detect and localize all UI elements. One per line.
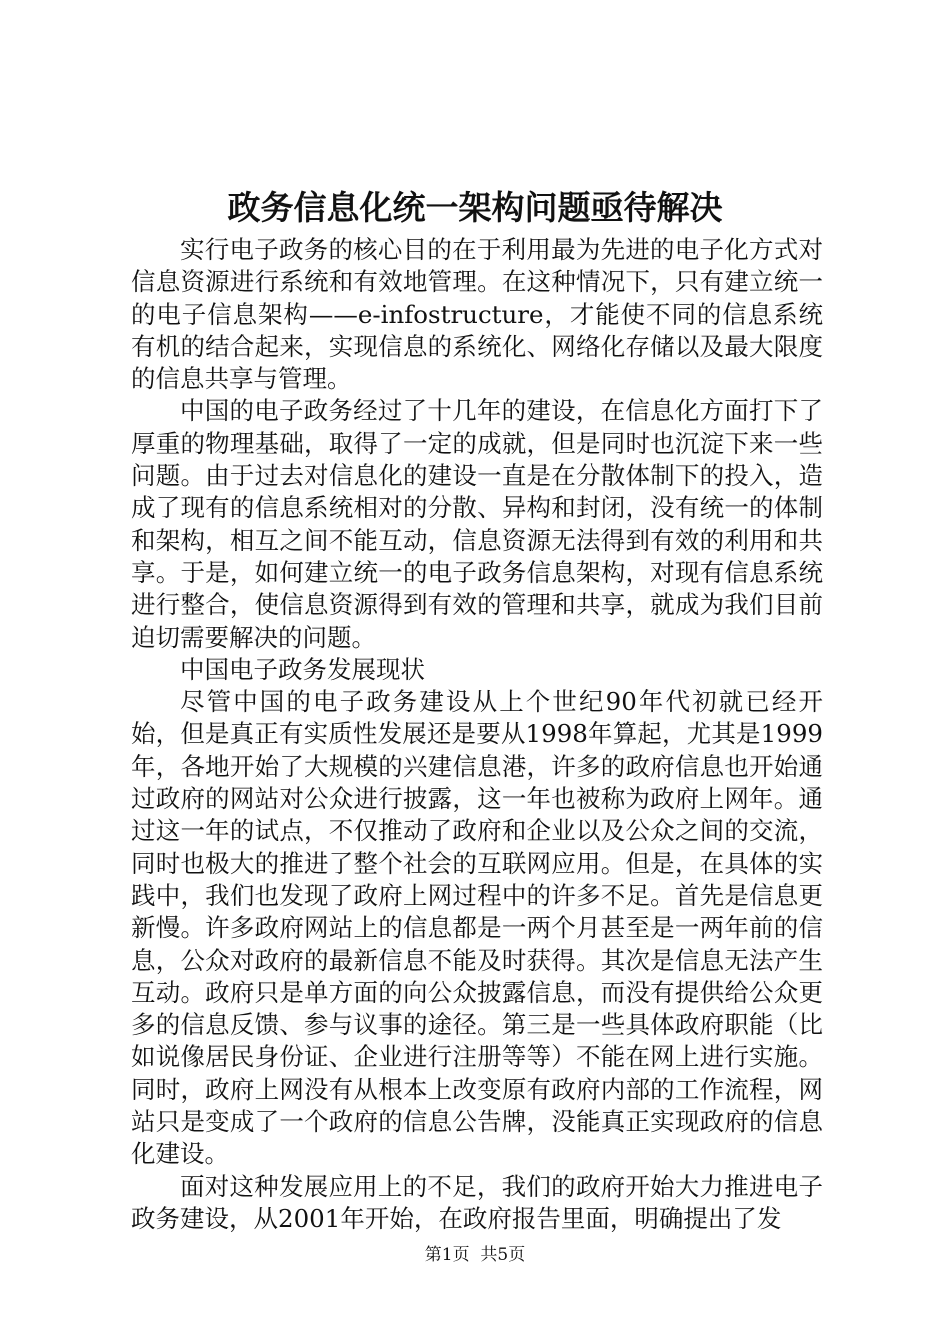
page-footer (0, 1243, 950, 1267)
page-number: 第1页 (424, 1245, 470, 1265)
section-heading: 中国电子政务发展现状 (180, 654, 425, 684)
paragraph-1: 实行电子政务的核心目的在于利用最为先进的电子化方式对信息资源进行系统和有效地管理。在这种情况下，只有建立统一的电子信息架构——e-infostructure，才能使不同的信息系统有机的结合起来，实现信息的系统化、网络化存储以及最大限度的信息共享与管理。 (131, 235, 823, 394)
document-title: 政务信息化统一架构问题亟待解决 (227, 188, 723, 227)
paragraph-2: 中国的电子政务经过了十几年的建设，在信息化方面打下了厚重的物理基础，取得了一定的成就，但是同时也沉淀下来一些问题。由于过去对信息化的建设一直是在分散体制下的投入，造成了现有的信息系统相对的分散、异构和封闭，没有统一的体制和架构，相互之间不能互动，信息资源无法得到有效的利用和共享。于是，如何建立统一的电子政务信息架构，对现有信息系统进行整合，使信息资源得到有效的管理和共享，就成为我们目前迫切需要解决的问题。 (131, 396, 823, 652)
page-total: 共5页 (480, 1245, 526, 1265)
paragraph-4: 面对这种发展应用上的不足，我们的政府开始大力推进电子政务建设，从2001年开始，在政府报告里面，明确提出了发 (131, 1171, 823, 1233)
paragraph-3: 尽管中国的电子政务建设从上个世纪90年代初就已经开始，但是真正有实质性发展还是要从1998年算起，尤其是1999年，各地开始了大规模的兴建信息港，许多的政府信息也开始通过政府的网站对公众进行披露，这一年也被称为政府上网年。通过这一年的试点，不仅推动了政府和企业以及公众之间的交流，同时也极大的推进了整个社会的互联网应用。但是，在具体的实践中，我们也发现了政府上网过程中的许多不足。首先是信息更新慢。许多政府网站上的信息都是一两个月甚至是一两年前的信息，公众对政府的最新信息不能及时获得。其次是信息无法产生互动。政府只是单方面的向公众披露信息，而没有提供给公众更多的信息反馈、参与议事的途径。第三是一些具体政府职能（比如说像居民身份证、企业进行注册等等）不能在网上进行实施。同时，政府上网没有从根本上改变原有政府内部的工作流程，网站只是变成了一个政府的信息公告牌，没能真正实现政府的信息化建设。 (131, 687, 823, 1169)
document-body (131, 234, 823, 1235)
